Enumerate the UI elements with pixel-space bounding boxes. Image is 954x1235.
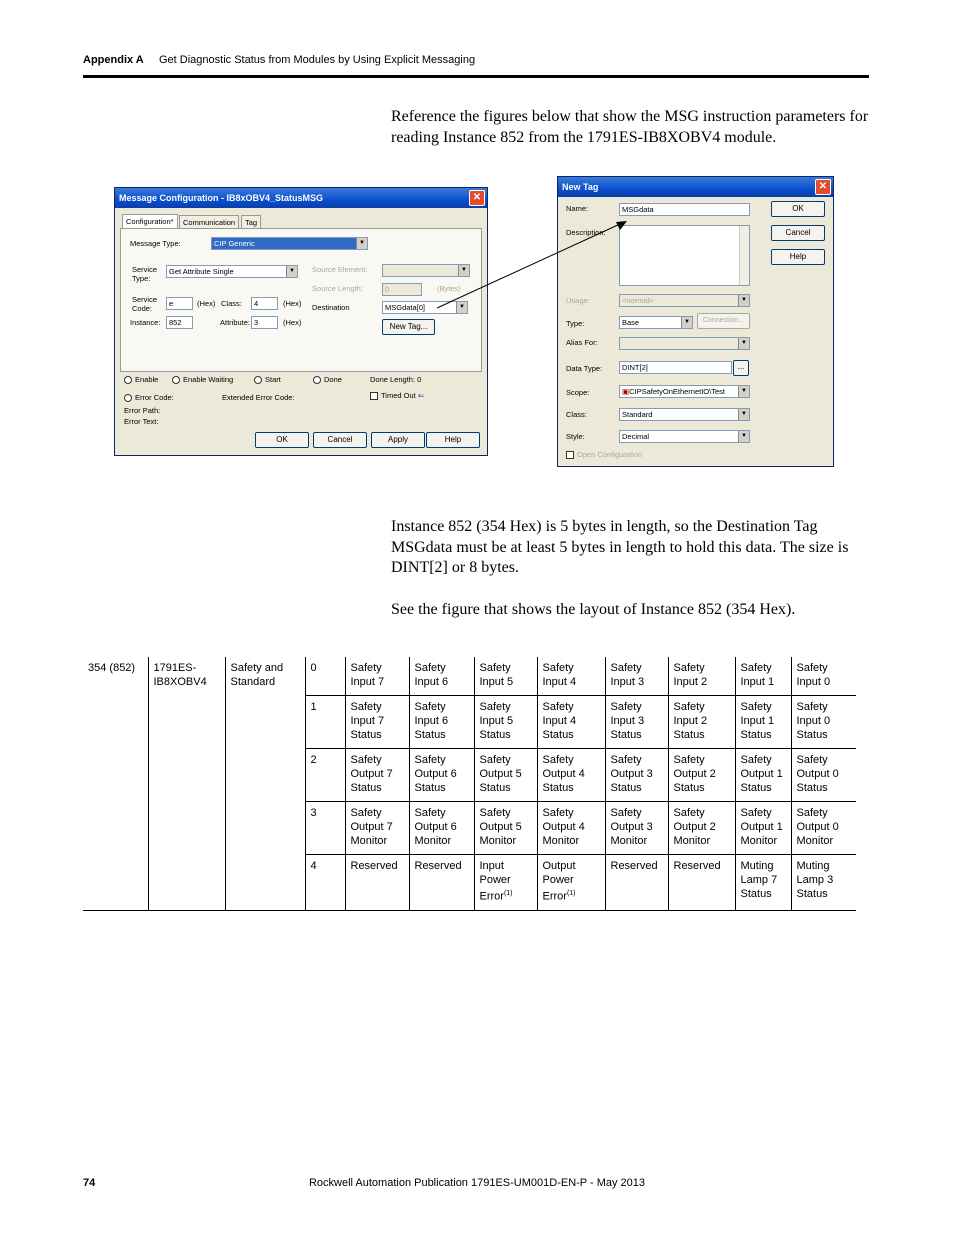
type-label: Type: bbox=[566, 319, 585, 328]
bit-cell: Safety Output 4 Status bbox=[537, 749, 605, 802]
bit-cell: Safety Output 2 Status bbox=[668, 749, 735, 802]
size-paragraph: Instance 852 (354 Hex) is 5 bytes in length, so the Destination Tag MSGdata must be at least 5 bytes in length to hold this data. The size is DINT[2] or 8 bytes. bbox=[391, 518, 849, 576]
status-enable: Enable bbox=[124, 375, 158, 384]
footnote-mark: (1) bbox=[503, 890, 513, 897]
bit-cell: Safety Output 5 Monitor bbox=[474, 802, 537, 855]
service-type-select[interactable]: Get Attribute Single ▼ bbox=[166, 265, 298, 278]
arrow-left-icon: ⇐ bbox=[417, 391, 425, 400]
publication-footer: Rockwell Automation Publication 1791ES-UM001D-EN-P - May 2013 bbox=[308, 1177, 646, 1189]
instance-input[interactable]: 852 bbox=[166, 316, 193, 329]
callout-arrow bbox=[0, 0, 954, 480]
error-code: Error Code: bbox=[124, 393, 174, 402]
byte-cell: 1 bbox=[305, 696, 345, 749]
bit-cell: Safety Input 7 bbox=[345, 657, 409, 696]
bit-cell: Reserved bbox=[409, 855, 474, 911]
cancel-button[interactable]: Cancel bbox=[771, 225, 825, 241]
tab-tag[interactable]: Tag bbox=[241, 215, 261, 229]
bit-cell: Output Power Error$^{(1)}$ bbox=[537, 855, 605, 911]
class-select[interactable]: Standard ▼ bbox=[619, 408, 750, 421]
error-path: Error Path: bbox=[124, 406, 161, 415]
bit-cell: Safety Input 0 Status bbox=[791, 696, 856, 749]
bit-cell: Safety Output 4 Monitor bbox=[537, 802, 605, 855]
status-start: Start bbox=[254, 375, 281, 384]
bit-cell: Input Power Error$^{(1)}$ bbox=[474, 855, 537, 911]
hex-label: (Hex) bbox=[283, 299, 302, 308]
bit-cell: Safety Output 0 Monitor bbox=[791, 802, 856, 855]
usage-label: Usage: bbox=[566, 296, 590, 305]
bit-cell: Safety Output 3 Monitor bbox=[605, 802, 668, 855]
error-text: Error Text: bbox=[124, 417, 159, 426]
bit-cell: Reserved bbox=[345, 855, 409, 911]
byte-cell: 3 bbox=[305, 802, 345, 855]
status-done: Done bbox=[313, 375, 342, 384]
bit-cell: Safety Input 5 Status bbox=[474, 696, 537, 749]
instance-cell: 354 (852) bbox=[83, 657, 148, 910]
bit-cell: Safety Output 3 Status bbox=[605, 749, 668, 802]
service-code-label: Service Code: bbox=[132, 295, 158, 313]
bit-cell: Safety Output 2 Monitor bbox=[668, 802, 735, 855]
dialog-title: New Tag bbox=[562, 182, 599, 192]
cancel-button[interactable]: Cancel bbox=[313, 432, 367, 448]
bit-cell: Safety Input 4 bbox=[537, 657, 605, 696]
chevron-down-icon: ▼ bbox=[681, 317, 692, 328]
done-length: Done Length: 0 bbox=[370, 375, 422, 384]
bit-cell: Safety Input 3 bbox=[605, 657, 668, 696]
source-length-label: Source Length: bbox=[312, 284, 363, 293]
bit-cell: Safety Output 7 Status bbox=[345, 749, 409, 802]
byte-cell: 2 bbox=[305, 749, 345, 802]
service-type-label: Service Type: bbox=[132, 265, 158, 283]
bit-cell: Safety Output 1 Status bbox=[735, 749, 791, 802]
message-type-label: Message Type: bbox=[130, 239, 181, 248]
name-input[interactable]: MSGdata bbox=[619, 203, 750, 216]
class-label: Class: bbox=[221, 299, 242, 308]
layout-paragraph: See the figure that shows the layout of Instance 852 (354 Hex). bbox=[391, 601, 796, 618]
chevron-down-icon: ▼ bbox=[458, 265, 469, 276]
bit-cell: Safety Input 1 bbox=[735, 657, 791, 696]
bit-cell: Reserved bbox=[605, 855, 668, 911]
style-label: Style: bbox=[566, 432, 585, 441]
bit-cell: Safety Input 5 bbox=[474, 657, 537, 696]
intro-paragraph: Reference the figures below that show the MSG instruction parameters for reading Instance 852 from the 1791ES-IB8XOBV4 module. bbox=[391, 108, 869, 146]
bit-cell: Safety Output 6 Status bbox=[409, 749, 474, 802]
type-cell: Safety and Standard bbox=[225, 657, 305, 910]
bit-cell: Safety Input 6 bbox=[409, 657, 474, 696]
tab-configuration[interactable]: Configuration* bbox=[122, 214, 178, 228]
chevron-down-icon: ▼ bbox=[286, 266, 297, 277]
bit-cell: Safety Input 2 Status bbox=[668, 696, 735, 749]
appendix-label: Appendix A bbox=[83, 54, 144, 66]
alias-for-label: Alias For: bbox=[566, 338, 598, 347]
controller-icon: ▣ bbox=[622, 387, 630, 396]
chevron-down-icon: ▼ bbox=[456, 302, 467, 313]
instance-label: Instance: bbox=[130, 318, 161, 327]
bit-cell: Safety Output 6 Monitor bbox=[409, 802, 474, 855]
ok-button[interactable]: OK bbox=[771, 201, 825, 217]
data-type-input[interactable]: DINT[2] bbox=[619, 361, 732, 374]
browse-button[interactable]: ... bbox=[733, 360, 749, 376]
destination-select[interactable]: MSGdata[0] ▼ bbox=[382, 301, 468, 314]
attribute-input[interactable]: 3 bbox=[251, 316, 278, 329]
section-title: Get Diagnostic Status from Modules by Using Explicit Messaging bbox=[159, 54, 476, 66]
status-enable-waiting: Enable Waiting bbox=[172, 375, 233, 384]
bit-cell: Safety Input 7 Status bbox=[345, 696, 409, 749]
bit-cell: Muting Lamp 3 Status bbox=[791, 855, 856, 911]
destination-label: Destination bbox=[312, 303, 350, 312]
byte-cell: 0 bbox=[305, 657, 345, 696]
tab-communication[interactable]: Communication bbox=[179, 215, 239, 229]
style-select[interactable]: Decimal ▼ bbox=[619, 430, 750, 443]
close-icon[interactable]: ✕ bbox=[469, 190, 485, 206]
instance-layout-table bbox=[83, 657, 856, 911]
help-button[interactable]: Help bbox=[426, 432, 480, 448]
new-tag-button[interactable]: New Tag... bbox=[382, 319, 435, 335]
chevron-down-icon: ▼ bbox=[356, 238, 367, 249]
scope-label: Scope: bbox=[566, 388, 590, 397]
chevron-down-icon: ▼ bbox=[738, 295, 749, 306]
dialog-title: Message Configuration - IB8xOBV4_StatusMSG bbox=[119, 193, 324, 203]
chevron-down-icon: ▼ bbox=[738, 386, 749, 397]
source-length-input[interactable]: 0 bbox=[382, 283, 422, 296]
bit-cell: Safety Input 4 Status bbox=[537, 696, 605, 749]
help-button[interactable]: Help bbox=[771, 249, 825, 265]
bit-cell: Muting Lamp 7 Status bbox=[735, 855, 791, 911]
connection-button[interactable]: Connection... bbox=[697, 313, 750, 329]
bit-cell: Safety Output 7 Monitor bbox=[345, 802, 409, 855]
bit-cell: Safety Input 2 bbox=[668, 657, 735, 696]
bit-cell: Safety Output 1 Monitor bbox=[735, 802, 791, 855]
bit-cell: Safety Input 6 Status bbox=[409, 696, 474, 749]
module-cell: 1791ES-IB8XOBV4 bbox=[148, 657, 225, 910]
bit-cell: Reserved bbox=[668, 855, 735, 911]
hex-label: (Hex) bbox=[283, 318, 302, 327]
chevron-down-icon: ▼ bbox=[738, 431, 749, 442]
chevron-down-icon: ▼ bbox=[738, 409, 749, 420]
description-label: Description: bbox=[566, 228, 606, 237]
hex-label: (Hex) bbox=[197, 299, 216, 308]
apply-button[interactable]: Apply bbox=[371, 432, 425, 448]
data-type-label: Data Type: bbox=[566, 364, 603, 373]
chevron-down-icon: ▼ bbox=[738, 338, 749, 349]
bit-cell: Safety Output 5 Status bbox=[474, 749, 537, 802]
table-row bbox=[83, 657, 856, 696]
bit-cell: Safety Input 3 Status bbox=[605, 696, 668, 749]
timed-out-checkbox[interactable]: Timed Out ⇐ bbox=[370, 391, 424, 400]
class-label: Class: bbox=[566, 410, 587, 419]
type-select[interactable]: Base ▼ bbox=[619, 316, 693, 329]
footnote-mark: (1) bbox=[566, 890, 576, 897]
bytes-label: (Bytes) bbox=[437, 284, 461, 293]
attribute-label: Attribute: bbox=[220, 318, 251, 327]
bit-cell: Safety Output 0 Status bbox=[791, 749, 856, 802]
class-input[interactable]: 4 bbox=[251, 297, 278, 310]
extended-error-code: Extended Error Code: bbox=[222, 393, 295, 402]
ok-button[interactable]: OK bbox=[255, 432, 309, 448]
open-configuration-checkbox[interactable]: Open Configuration bbox=[566, 450, 642, 459]
byte-cell: 4 bbox=[305, 855, 345, 911]
bit-cell: Safety Input 1 Status bbox=[735, 696, 791, 749]
service-code-input[interactable]: e bbox=[166, 297, 193, 310]
close-icon[interactable]: ✕ bbox=[815, 179, 831, 195]
source-element-label: Source Element: bbox=[312, 265, 368, 274]
scope-select[interactable]: ▣CIPSafetyOnEthernetIO\Test ▼ bbox=[619, 385, 750, 398]
usage-select[interactable]: <normal> ▼ bbox=[619, 294, 750, 307]
message-type-select[interactable]: CIP Generic ▼ bbox=[211, 237, 368, 250]
page-number: 74 bbox=[83, 1177, 96, 1189]
bit-cell: Safety Input 0 bbox=[791, 657, 856, 696]
name-label: Name: bbox=[566, 204, 589, 213]
